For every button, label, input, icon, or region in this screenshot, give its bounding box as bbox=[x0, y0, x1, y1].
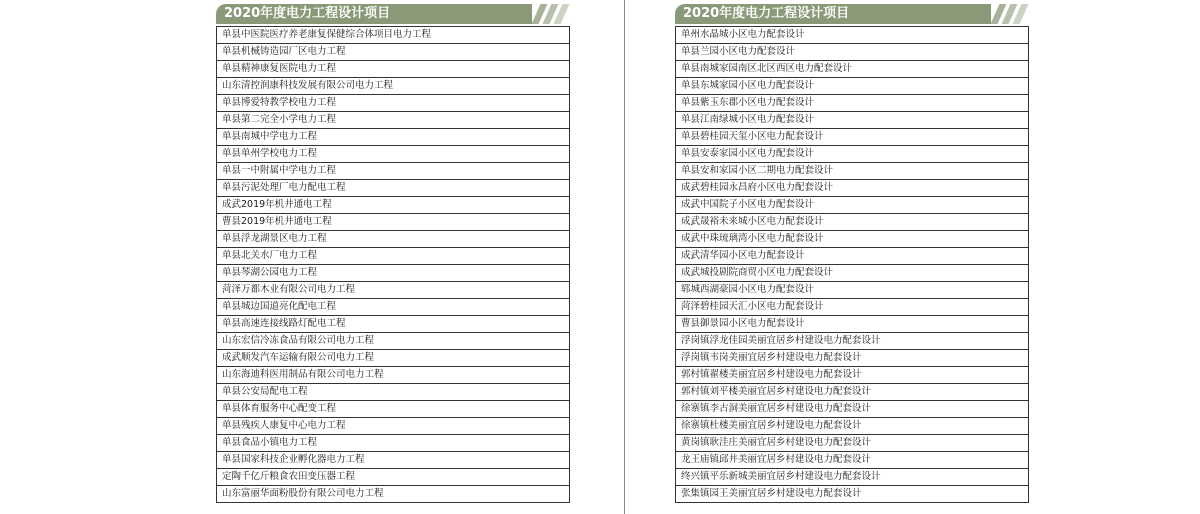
table-row bbox=[217, 486, 570, 503]
project-name-cell: 单县高速连接线路灯配电工程 bbox=[217, 316, 570, 333]
project-name-cell: 单县体育服务中心配变工程 bbox=[217, 401, 570, 418]
table-row bbox=[217, 231, 570, 248]
table-row bbox=[676, 282, 1029, 299]
table-row bbox=[217, 384, 570, 401]
table-row bbox=[217, 418, 570, 435]
project-name-cell: 山东宏信冷冻食品有限公司电力工程 bbox=[217, 333, 570, 350]
table-row bbox=[676, 27, 1029, 44]
table-row bbox=[217, 197, 570, 214]
table-row bbox=[676, 112, 1029, 129]
project-name-cell: 单县单州学校电力工程 bbox=[217, 146, 570, 163]
table-row bbox=[676, 486, 1029, 503]
table-row bbox=[217, 180, 570, 197]
left-project-table bbox=[216, 26, 570, 503]
project-name-cell: 单州水晶城小区电力配套设计 bbox=[676, 27, 1029, 44]
table-row bbox=[217, 163, 570, 180]
project-name-cell: 菏泽碧桂园天汇小区电力配套设计 bbox=[676, 299, 1029, 316]
project-name-cell: 郭村镇刘平楼美丽宜居乡村建设电力配套设计 bbox=[676, 384, 1029, 401]
project-name-cell: 单县紫玉东郡小区电力配套设计 bbox=[676, 95, 1029, 112]
project-name-cell: 成武碧桂园永昌府小区电力配套设计 bbox=[676, 180, 1029, 197]
project-name-cell: 成武2019年机井通电工程 bbox=[217, 197, 570, 214]
table-row bbox=[676, 163, 1029, 180]
project-name-cell: 郭村镇翟楼美丽宜居乡村建设电力配套设计 bbox=[676, 367, 1029, 384]
table-row bbox=[676, 78, 1029, 95]
project-name-cell: 成武清华园小区电力配套设计 bbox=[676, 248, 1029, 265]
project-name-cell: 单县碧桂园天玺小区电力配套设计 bbox=[676, 129, 1029, 146]
project-name-cell: 徐寨镇李古洞美丽宜居乡村建设电力配套设计 bbox=[676, 401, 1029, 418]
project-name-cell: 菏泽万都木业有限公司电力工程 bbox=[217, 282, 570, 299]
left-panel-title: 2020年度电力工程设计项目 bbox=[216, 4, 532, 24]
table-row bbox=[217, 401, 570, 418]
center-divider bbox=[624, 0, 625, 514]
table-row bbox=[217, 95, 570, 112]
project-name-cell: 单县公安局配电工程 bbox=[217, 384, 570, 401]
table-row bbox=[676, 401, 1029, 418]
project-name-cell: 张集镇园王美丽宜居乡村建设电力配套设计 bbox=[676, 486, 1029, 503]
table-row bbox=[217, 248, 570, 265]
project-name-cell: 成武中国院子小区电力配套设计 bbox=[676, 197, 1029, 214]
project-name-cell: 定陶千亿斤粮食农田变压器工程 bbox=[217, 469, 570, 486]
project-name-cell: 单县安和家园小区二期电力配套设计 bbox=[676, 163, 1029, 180]
project-name-cell: 成武晟裕未来城小区电力配套设计 bbox=[676, 214, 1029, 231]
project-name-cell: 单县城边国道亮化配电工程 bbox=[217, 299, 570, 316]
project-name-cell: 单县一中附属中学电力工程 bbox=[217, 163, 570, 180]
project-name-cell: 成武中珠琉璃湾小区电力配套设计 bbox=[676, 231, 1029, 248]
table-row bbox=[676, 367, 1029, 384]
project-name-cell: 成武顺发汽车运输有限公司电力工程 bbox=[217, 350, 570, 367]
project-name-cell: 单县南城中学电力工程 bbox=[217, 129, 570, 146]
table-row bbox=[217, 214, 570, 231]
project-name-cell: 曹县2019年机井通电工程 bbox=[217, 214, 570, 231]
table-row bbox=[676, 180, 1029, 197]
project-name-cell: 终兴镇平乐新城美丽宜居乡村建设电力配套设计 bbox=[676, 469, 1029, 486]
table-row bbox=[217, 129, 570, 146]
table-row bbox=[676, 248, 1029, 265]
table-row bbox=[217, 61, 570, 78]
project-name-cell: 单县浮龙湖景区电力工程 bbox=[217, 231, 570, 248]
project-name-cell: 单县安泰家园小区电力配套设计 bbox=[676, 146, 1029, 163]
project-name-cell: 单县江南绿城小区电力配套设计 bbox=[676, 112, 1029, 129]
project-name-cell: 山东富丽华面粉股份有限公司电力工程 bbox=[217, 486, 570, 503]
right-panel-title: 2020年度电力工程设计项目 bbox=[675, 4, 991, 24]
project-name-cell: 黄岗镇耿洼庄美丽宜居乡村建设电力配套设计 bbox=[676, 435, 1029, 452]
left-panel-header bbox=[216, 4, 570, 24]
project-name-cell: 单县东城家园小区电力配套设计 bbox=[676, 78, 1029, 95]
project-name-cell: 山东清控润康科技发展有限公司电力工程 bbox=[217, 78, 570, 95]
project-name-cell: 单县机械铸造园厂区电力工程 bbox=[217, 44, 570, 61]
project-name-cell: 单县残疾人康复中心电力工程 bbox=[217, 418, 570, 435]
table-row bbox=[217, 78, 570, 95]
table-row bbox=[217, 367, 570, 384]
table-row bbox=[217, 350, 570, 367]
right-project-panel bbox=[675, 4, 1029, 503]
table-row bbox=[217, 265, 570, 282]
table-row bbox=[217, 435, 570, 452]
table-row bbox=[217, 282, 570, 299]
table-row bbox=[676, 197, 1029, 214]
table-row bbox=[676, 265, 1029, 282]
table-row bbox=[676, 418, 1029, 435]
table-row bbox=[217, 299, 570, 316]
table-row bbox=[217, 44, 570, 61]
project-name-cell: 单县博爱特教学校电力工程 bbox=[217, 95, 570, 112]
table-row bbox=[676, 384, 1029, 401]
table-row bbox=[676, 452, 1029, 469]
project-name-cell: 浮岗镇浮龙佳园美丽宜居乡村建设电力配套设计 bbox=[676, 333, 1029, 350]
table-row bbox=[217, 452, 570, 469]
table-row bbox=[217, 316, 570, 333]
table-row bbox=[676, 435, 1029, 452]
project-name-cell: 单县中医院医疗养老康复保健综合体项目电力工程 bbox=[217, 27, 570, 44]
project-name-cell: 龙王庙镇邱井美丽宜居乡村建设电力配套设计 bbox=[676, 452, 1029, 469]
table-row bbox=[676, 61, 1029, 78]
project-name-cell: 单县国家科技企业孵化器电力工程 bbox=[217, 452, 570, 469]
table-row bbox=[676, 231, 1029, 248]
project-name-cell: 浮岗镇韦岗美丽宜居乡村建设电力配套设计 bbox=[676, 350, 1029, 367]
right-panel-header bbox=[675, 4, 1029, 24]
project-name-cell: 单县琴湖公园电力工程 bbox=[217, 265, 570, 282]
project-name-cell: 曹县御景园小区电力配套设计 bbox=[676, 316, 1029, 333]
table-row bbox=[676, 146, 1029, 163]
table-row bbox=[217, 112, 570, 129]
project-name-cell: 单县南城家园南区北区西区电力配套设计 bbox=[676, 61, 1029, 78]
table-row bbox=[676, 333, 1029, 350]
project-name-cell: 徐寨镇杜楼美丽宜居乡村建设电力配套设计 bbox=[676, 418, 1029, 435]
table-row bbox=[676, 350, 1029, 367]
project-name-cell: 单县食品小镇电力工程 bbox=[217, 435, 570, 452]
project-name-cell: 单县兰园小区电力配套设计 bbox=[676, 44, 1029, 61]
table-row bbox=[676, 316, 1029, 333]
project-name-cell: 单县第二完全小学电力工程 bbox=[217, 112, 570, 129]
project-name-cell: 成武城投剧院商贸小区电力配套设计 bbox=[676, 265, 1029, 282]
table-row bbox=[217, 333, 570, 350]
table-row bbox=[676, 214, 1029, 231]
table-row bbox=[676, 469, 1029, 486]
project-name-cell: 郓城西湖豪园小区电力配套设计 bbox=[676, 282, 1029, 299]
project-name-cell: 单县污泥处理厂电力配电工程 bbox=[217, 180, 570, 197]
left-project-panel bbox=[216, 4, 570, 503]
right-project-table bbox=[675, 26, 1029, 503]
table-row bbox=[676, 129, 1029, 146]
table-row bbox=[217, 146, 570, 163]
project-name-cell: 单县北关水厂电力工程 bbox=[217, 248, 570, 265]
table-row bbox=[217, 27, 570, 44]
table-row bbox=[676, 44, 1029, 61]
table-row bbox=[676, 299, 1029, 316]
table-row bbox=[676, 95, 1029, 112]
project-name-cell: 山东海迪科医用制品有限公司电力工程 bbox=[217, 367, 570, 384]
project-name-cell: 单县精神康复医院电力工程 bbox=[217, 61, 570, 78]
table-row bbox=[217, 469, 570, 486]
